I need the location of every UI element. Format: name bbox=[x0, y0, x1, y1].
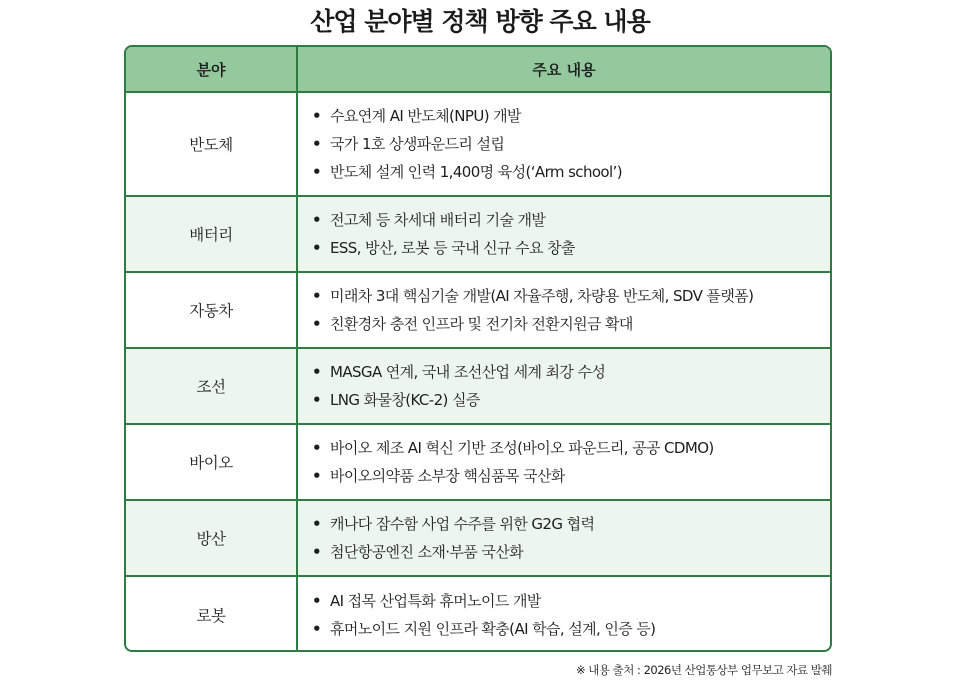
category-cell: 로봇 bbox=[126, 576, 297, 652]
list-item-text: AI 접목 산업특화 휴머노이드 개발 bbox=[330, 591, 541, 610]
bullet-icon: • bbox=[312, 515, 321, 533]
content-list bbox=[298, 206, 830, 262]
table-row bbox=[126, 92, 830, 196]
category-cell: 반도체 bbox=[126, 92, 297, 196]
bullet-icon: • bbox=[312, 107, 321, 125]
category-cell: 방산 bbox=[126, 500, 297, 576]
category-cell: 자동차 bbox=[126, 272, 297, 348]
list-item bbox=[312, 102, 830, 130]
list-item-text: LNG 화물창(KC-2) 실증 bbox=[330, 391, 480, 409]
bullet-icon: • bbox=[312, 315, 321, 333]
content-list bbox=[298, 510, 830, 566]
table-body bbox=[126, 92, 830, 652]
content-cell bbox=[297, 424, 830, 500]
list-item bbox=[312, 538, 830, 566]
list-item bbox=[312, 310, 830, 338]
category-cell: 바이오 bbox=[126, 424, 297, 500]
content-list bbox=[298, 282, 830, 338]
list-item bbox=[312, 282, 830, 310]
policy-table bbox=[126, 47, 830, 652]
list-item bbox=[312, 206, 830, 234]
list-item-text: 바이오의약품 소부장 핵심품목 국산화 bbox=[330, 467, 565, 485]
column-header-content: 주요 내용 bbox=[297, 47, 830, 92]
list-item-text: MASGA 연계, 국내 조선산업 세계 최강 수성 bbox=[330, 363, 606, 381]
table-row bbox=[126, 576, 830, 652]
bullet-icon: • bbox=[312, 135, 321, 153]
policy-table-container bbox=[124, 45, 832, 652]
list-item bbox=[312, 434, 830, 462]
list-item bbox=[312, 587, 830, 615]
content-cell bbox=[297, 196, 830, 272]
table-row bbox=[126, 424, 830, 500]
list-item bbox=[312, 234, 830, 262]
category-cell: 배터리 bbox=[126, 196, 297, 272]
content-cell bbox=[297, 92, 830, 196]
list-item-text: 국가 1호 상생파운드리 설립 bbox=[330, 135, 505, 153]
list-item-text: 미래차 3대 핵심기술 개발(AI 자율주행, 차량용 반도체, SDV 플랫폼) bbox=[330, 287, 754, 305]
bullet-icon: • bbox=[312, 211, 321, 229]
category-cell: 조선 bbox=[126, 348, 297, 424]
list-item bbox=[312, 462, 830, 490]
content-cell bbox=[297, 272, 830, 348]
list-item bbox=[312, 158, 830, 186]
list-item-text: 캐나다 잠수함 사업 수주를 위한 G2G 협력 bbox=[330, 515, 595, 533]
list-item-text: 친환경차 충전 인프라 및 전기차 전환지원금 확대 bbox=[330, 315, 633, 333]
content-cell bbox=[297, 576, 830, 652]
bullet-icon: • bbox=[312, 439, 321, 457]
list-item-text: 바이오 제조 AI 혁신 기반 조성(바이오 파운드리, 공공 CDMO) bbox=[330, 439, 714, 457]
list-item-text: 휴머노이드 지원 인프라 확충(AI 학습, 설계, 인증 등) bbox=[330, 619, 656, 638]
list-item-text: 전고체 등 차세대 배터리 기술 개발 bbox=[330, 211, 546, 229]
list-item bbox=[312, 386, 830, 414]
column-header-category: 분야 bbox=[126, 47, 297, 92]
list-item bbox=[312, 130, 830, 158]
content-list bbox=[298, 358, 830, 414]
content-list bbox=[298, 434, 830, 490]
content-list bbox=[298, 587, 830, 643]
bullet-icon: • bbox=[312, 287, 321, 305]
content-list bbox=[298, 102, 830, 186]
source-note: ※ 내용 출처 : 2026년 산업통상부 업무보고 자료 발췌 bbox=[576, 663, 832, 677]
table-row bbox=[126, 272, 830, 348]
content-cell bbox=[297, 500, 830, 576]
content-cell bbox=[297, 348, 830, 424]
list-item bbox=[312, 510, 830, 538]
list-item-text: 수요연계 AI 반도체(NPU) 개발 bbox=[330, 107, 521, 125]
table-row bbox=[126, 196, 830, 272]
table-row bbox=[126, 348, 830, 424]
bullet-icon: • bbox=[312, 163, 321, 181]
list-item bbox=[312, 615, 830, 643]
bullet-icon: • bbox=[312, 467, 321, 485]
list-item-text: ESS, 방산, 로봇 등 국내 신규 수요 창출 bbox=[330, 239, 575, 257]
bullet-icon: • bbox=[312, 391, 321, 409]
bullet-icon: • bbox=[312, 239, 321, 257]
page-title: 산업 분야별 정책 방향 주요 내용 bbox=[310, 7, 650, 36]
bullet-icon: • bbox=[312, 619, 321, 638]
table-row bbox=[126, 500, 830, 576]
bullet-icon: • bbox=[312, 363, 321, 381]
list-item-text: 첨단항공엔진 소재·부품 국산화 bbox=[330, 543, 524, 561]
list-item-text: 반도체 설계 인력 1,400명 육성(‘Arm school’) bbox=[330, 163, 622, 181]
bullet-icon: • bbox=[312, 543, 321, 561]
bullet-icon: • bbox=[312, 591, 321, 610]
list-item bbox=[312, 358, 830, 386]
table-header-row bbox=[126, 47, 830, 92]
